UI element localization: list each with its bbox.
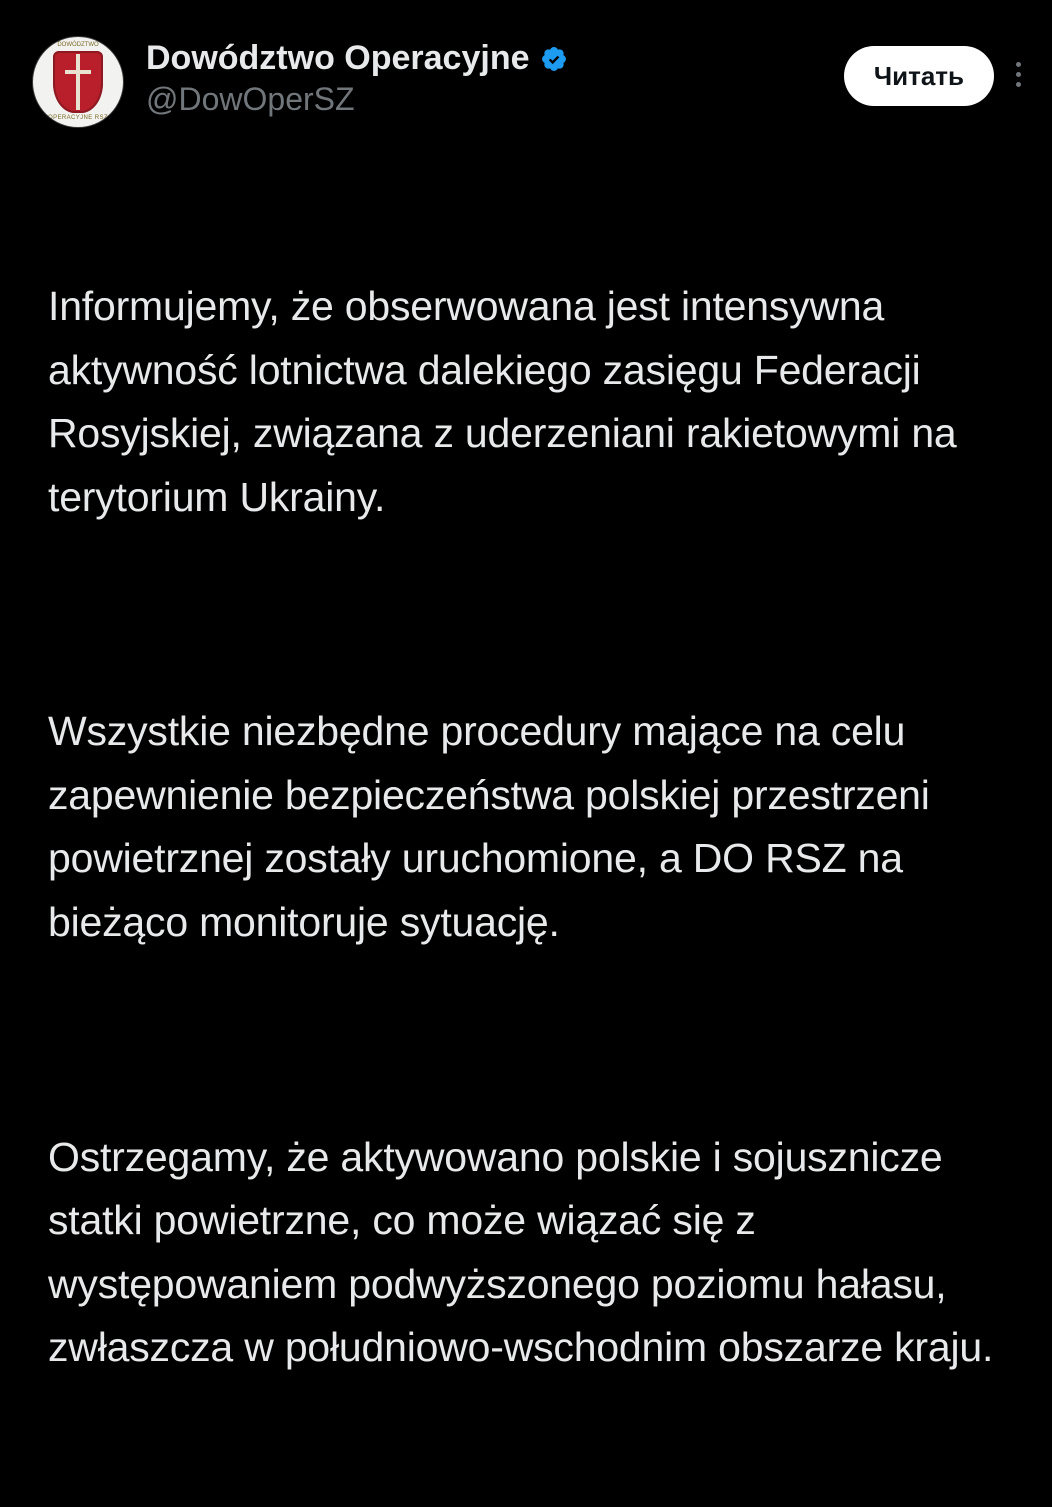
verified-badge-icon (540, 45, 568, 73)
tweet-paragraph: Wszystkie niezbędne procedury mające na celu zapewnienie bezpieczeństwa polskiej przestrzeni powietrznej zostały uruchomione, a DO RSZ na bieżąco monitoruje sytuację. (48, 708, 941, 946)
tweet-header (16, 14, 1036, 134)
header-actions (844, 36, 1036, 106)
avatar[interactable] (32, 36, 124, 128)
tweet-paragraph: Ostrzegamy, że aktywowano polskie i sojusznicze statki powietrzne, co może wiązać się z występowaniem podwyższonego poziomu hałasu, zwłaszcza w południowo-wschodnim obszarze kraju. (48, 1133, 994, 1371)
author-name-row (146, 40, 844, 77)
author-names (124, 36, 844, 118)
sword-icon (76, 54, 80, 110)
top-spacer (0, 0, 1052, 14)
author-display-name[interactable]: Dowództwo Operacyjne (146, 39, 530, 77)
avatar-top-text: DOWÓDZTWO (57, 42, 99, 48)
avatar-bottom-text: OPERACYJNE RSZ (48, 115, 108, 121)
tweet-text (16, 134, 1036, 1507)
more-vertical-icon[interactable] (1000, 46, 1036, 102)
follow-button[interactable]: Читать (844, 46, 994, 106)
author-handle[interactable]: @DowOperSZ (146, 81, 355, 118)
tweet-card (0, 14, 1052, 1507)
tweet-paragraph: Informujemy, że obserwowana jest intensywna aktywność lotnictwa dalekiego zasięgu Federacji Rosyjskiej, związana z uderzeniani rakietowymi na terytorium Ukrainy. (48, 283, 968, 520)
